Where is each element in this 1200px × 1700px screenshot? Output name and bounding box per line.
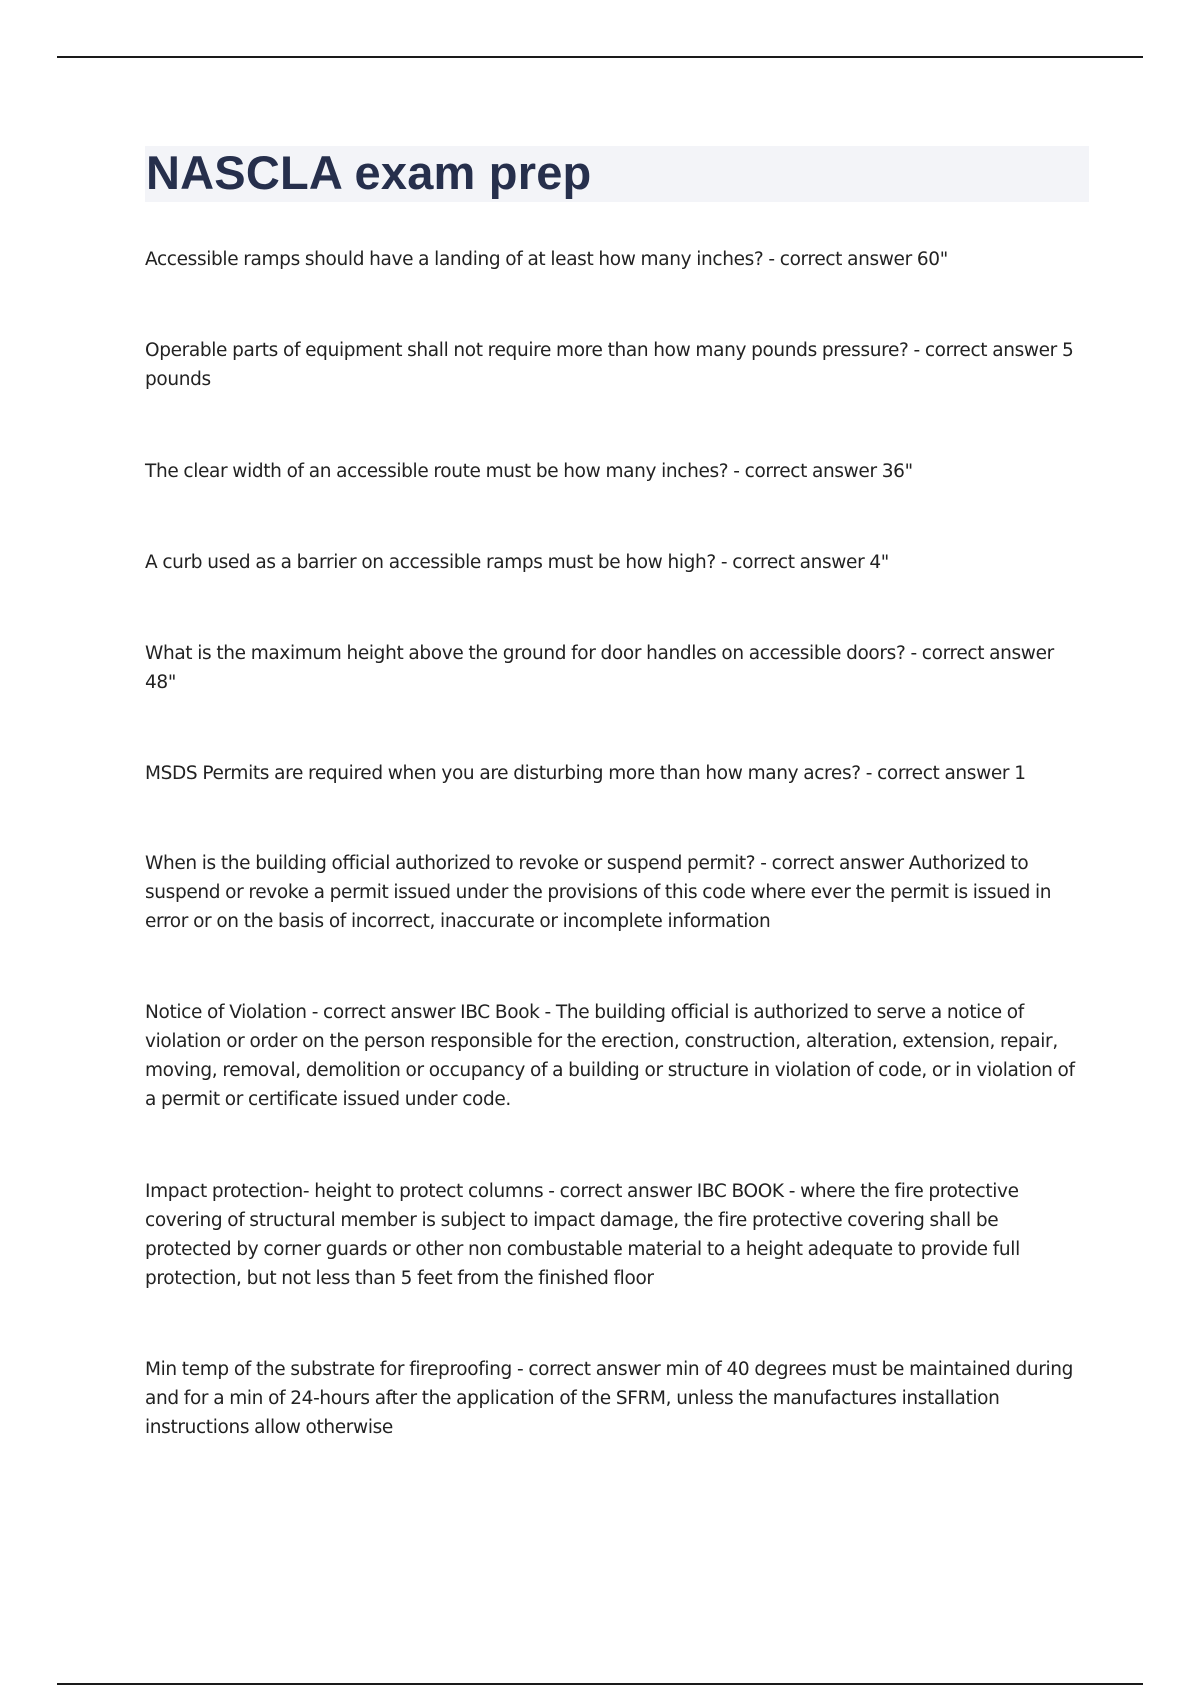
bottom-rule bbox=[57, 1683, 1143, 1685]
qa-entry-5: What is the maximum height above the ground for door handles on accessible doors? - correct answer 48" bbox=[145, 643, 1054, 693]
qa-entry-2: Operable parts of equipment shall not require more than how many pounds pressure? - correct answer 5 pounds bbox=[145, 340, 1074, 390]
qa-entry-3: The clear width of an accessible route must be how many inches? - correct answer 36" bbox=[145, 461, 913, 482]
page-title: NASCLA exam prep bbox=[146, 146, 592, 199]
qa-entry-10: Min temp of the substrate for fireproofing - correct answer min of 40 degrees must be maintained during and for a min of 24-hours after the application of the SFRM, unless the manufactures installation instructions allow otherwise bbox=[145, 1359, 1074, 1438]
top-rule bbox=[57, 56, 1143, 58]
qa-entry-9: Impact protection- height to protect columns - correct answer IBC BOOK - where the fire protective covering of structural member is subject to impact damage, the fire protective covering shall be protected by corner guards or other non combustable material to a height adequate to provide full protection, but not less than 5 feet from the finished floor bbox=[145, 1181, 1020, 1289]
qa-entry-8: Notice of Violation - correct answer IBC Book - The building official is authorized to serve a notice of violation or order on the person responsible for the erection, construction, alteration, extension, repair, moving, removal, demolition or occupancy of a building or structure in violation of code, or in violation of a permit or certificate issued under code. bbox=[145, 1002, 1075, 1110]
qa-entry-1: Accessible ramps should have a landing of at least how many inches? - correct answer 60" bbox=[145, 249, 948, 270]
qa-entry-4: A curb used as a barrier on accessible ramps must be how high? - correct answer 4" bbox=[145, 552, 889, 573]
qa-entry-6: MSDS Permits are required when you are disturbing more than how many acres? - correct answer 1 bbox=[145, 763, 1026, 784]
qa-entry-7: When is the building official authorized to revoke or suspend permit? - correct answer Authorized to suspend or revoke a permit issued under the provisions of this code where ever the permit is issued in error or on the basis of incorrect, inaccurate or incomplete information bbox=[145, 853, 1052, 932]
